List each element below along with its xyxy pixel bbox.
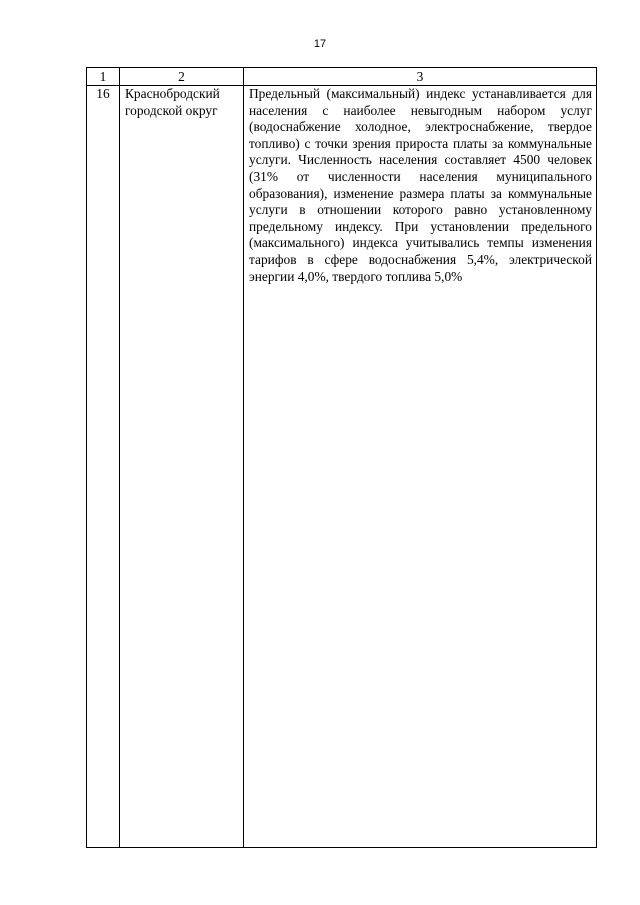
header-cell-2: 2 (120, 68, 244, 86)
table-header-row (87, 68, 597, 86)
municipality-name-cell: Краснобродский городской округ (120, 86, 244, 848)
index-description-cell: Предельный (максимальный) индекс устанавливается для населения с наиболее невыгодным набором услуг (водоснабжение холодное, электроснабжение, твердое топливо) с точки зрения прироста платы за коммунальные услуги. Численность населения составляет 4500 человек (31% от численности населения муниципального образования), изменение размера платы за коммунальные услуги в отношении которого равно установленному предельному индексу. При установлении предельного (максимального) индекса учитывались темпы изменения тарифов в сфере водоснабжения 5,4%, электрической энергии 4,0%, твердого топлива 5,0% (244, 86, 597, 848)
header-cell-1: 1 (87, 68, 120, 86)
tariff-index-table (86, 67, 597, 848)
table-row (87, 86, 597, 848)
page-number: 17 (313, 38, 327, 50)
row-number-cell: 16 (87, 86, 120, 848)
header-cell-3: 3 (244, 68, 597, 86)
